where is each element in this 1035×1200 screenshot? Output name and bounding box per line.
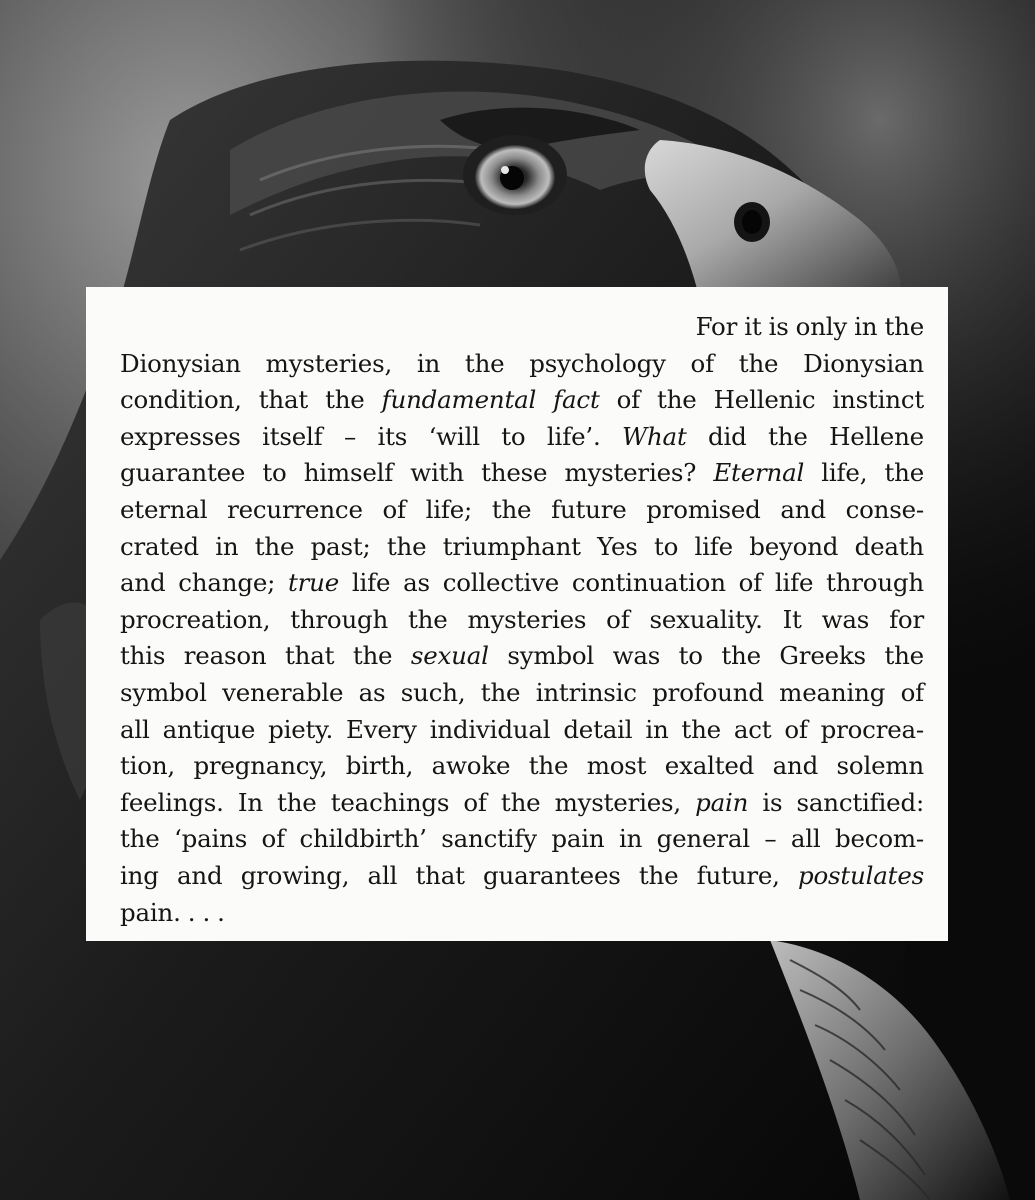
quote-segment: condition, that the [120, 385, 382, 415]
quote-segment: For it is only in the [695, 312, 924, 341]
quote-segment: crated in the past; the triumphant Yes to life beyond death [120, 531, 924, 561]
quote-segment: tion, pregnancy, birth, awoke the most exalted and solemn [120, 751, 924, 781]
quote-segment: life, the [804, 458, 924, 488]
quote-line [120, 748, 924, 785]
quote-line [120, 638, 924, 675]
quote-line [120, 858, 924, 895]
quote-segment: ing and growing, all that guarantees the future, [120, 860, 798, 890]
quote-segment: of the Hellenic instinct [599, 385, 924, 415]
quote-segment: feelings. In the teachings of the mysteries, [120, 787, 696, 817]
quote-segment: Dionysian mysteries, in the psychology of the Dionysian [120, 348, 924, 378]
emphasis-text: true [288, 568, 340, 598]
quote-line [120, 419, 924, 456]
quote-segment: this reason that the [120, 641, 411, 671]
emphasis-text: postulates [798, 860, 924, 890]
quote-line [120, 565, 924, 602]
quote-line [120, 602, 924, 639]
quote-segment: is sanctified: [748, 787, 925, 817]
quote-segment: symbol was to the Greeks the [488, 641, 924, 671]
quote-line [120, 382, 924, 419]
quote-panel [86, 287, 948, 941]
quote-line [120, 455, 924, 492]
quote-segment: did the Hellene [686, 421, 924, 451]
quote-text [120, 309, 924, 931]
quote-segment: pain. . . . [120, 897, 225, 927]
emphasis-text: fundamental fact [381, 385, 600, 415]
quote-segment: guarantee to himself with these mysteries? [120, 458, 714, 488]
quote-line [120, 712, 924, 749]
quote-segment: expresses itself – its ‘will to life’. [120, 421, 622, 451]
quote-line [120, 821, 924, 858]
quote-line [120, 529, 924, 566]
quote-segment: symbol venerable as such, the intrinsic profound meaning of [120, 677, 924, 707]
quote-segment: and change; [120, 568, 289, 598]
quote-line [120, 895, 924, 932]
quote-segment: eternal recurrence of life; the future promised and conse- [120, 494, 924, 524]
quote-line [120, 675, 924, 712]
quote-line-first [120, 309, 924, 346]
quote-line [120, 785, 924, 822]
quote-line [120, 492, 924, 529]
quote-segment: life as collective continuation of life through [339, 568, 924, 598]
emphasis-text: Eternal [713, 458, 805, 488]
emphasis-text: What [621, 421, 687, 451]
quote-segment: procreation, through the mysteries of sexuality. It was for [120, 604, 924, 634]
quote-segment: the ‘pains of childbirth’ sanctify pain in general – all becom- [120, 824, 924, 854]
emphasis-text: sexual [410, 641, 489, 671]
quote-line [120, 346, 924, 383]
quote-segment: all antique piety. Every individual detail in the act of procrea- [120, 714, 924, 744]
emphasis-text: pain [695, 787, 749, 817]
